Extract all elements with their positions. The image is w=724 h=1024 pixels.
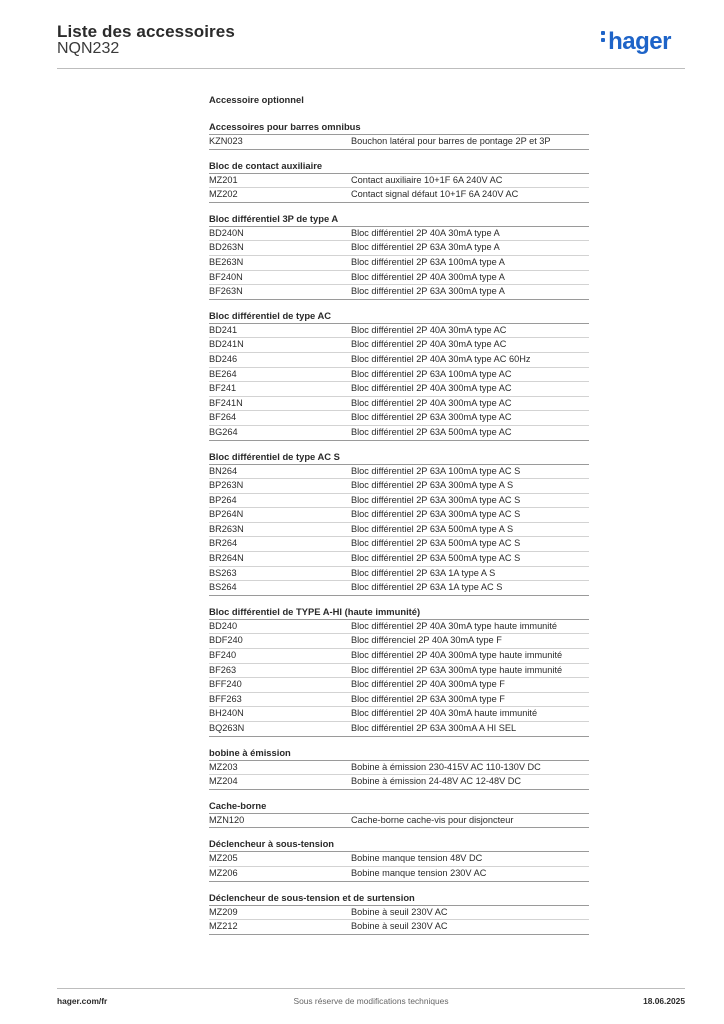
- product-description: Bobine à seuil 230V AC: [351, 921, 448, 932]
- table-row: [209, 411, 589, 426]
- table-row: [209, 368, 589, 383]
- table-row: [209, 722, 589, 737]
- footer-website-link[interactable]: hager.com/fr: [57, 996, 108, 1006]
- table-row: [209, 382, 589, 397]
- accessory-section: [209, 892, 589, 935]
- page-footer: [57, 996, 685, 1010]
- product-description: Bloc différentiel 2P 63A 300mA type AC S: [351, 494, 521, 505]
- section-title: Bloc différentiel de type AC: [209, 310, 589, 324]
- product-reference: BS263: [209, 567, 237, 578]
- accessory-section: [209, 838, 589, 881]
- product-description: Bloc différentiel 2P 40A 300mA type AC: [351, 383, 512, 394]
- product-reference: BD263N: [209, 242, 244, 253]
- table-row: [209, 761, 589, 776]
- table-row: [209, 397, 589, 412]
- table-row: [209, 814, 589, 829]
- table-row: [209, 353, 589, 368]
- product-reference: BS264: [209, 582, 237, 593]
- product-description: Bloc différenciel 2P 40A 30mA type F: [351, 635, 502, 646]
- product-description: Bloc différentiel 2P 63A 300mA type AC S: [351, 509, 521, 520]
- product-reference: KZN023: [209, 136, 243, 146]
- product-description: Bobine à seuil 230V AC: [351, 906, 448, 917]
- page-header: [57, 20, 685, 70]
- table-row: [209, 664, 589, 679]
- product-description: Bloc différentiel 2P 63A 300mA type F: [351, 693, 505, 704]
- product-reference: BD240N: [209, 227, 244, 238]
- table-row: [209, 135, 589, 150]
- product-description: Bobine manque tension 230V AC: [351, 867, 487, 878]
- product-description: Bloc différentiel 2P 63A 300mA type AC: [351, 412, 512, 423]
- product-reference: BR264N: [209, 553, 244, 564]
- table-row: [209, 494, 589, 509]
- product-description: Bloc différentiel 2P 63A 100mA type AC S: [351, 465, 521, 476]
- product-description: Bouchon latéral pour barres de pontage 2P et 3P: [351, 136, 551, 146]
- product-reference: BE264: [209, 368, 237, 379]
- product-reference: MZ204: [209, 776, 238, 787]
- accessory-section: [209, 606, 589, 737]
- product-reference: MZ203: [209, 761, 238, 772]
- table-row: [209, 537, 589, 552]
- product-reference: BD240: [209, 620, 238, 631]
- table-row: [209, 620, 589, 635]
- table-row: [209, 707, 589, 722]
- footer-divider: [57, 988, 685, 989]
- product-description: Bloc différentiel 2P 63A 500mA type A S: [351, 523, 514, 534]
- footer-notice: Sous réserve de modifications techniques: [293, 996, 449, 1006]
- table-row: [209, 256, 589, 271]
- product-reference: MZ212: [209, 921, 238, 932]
- table-row: [209, 649, 589, 664]
- table-row: [209, 867, 589, 882]
- product-reference: MZ202: [209, 189, 238, 200]
- product-reference: MZ201: [209, 174, 238, 185]
- product-reference: BF241N: [209, 397, 243, 408]
- main-title: Accessoire optionnel: [209, 94, 304, 105]
- table-row: [209, 678, 589, 693]
- product-reference: MZ206: [209, 867, 238, 878]
- product-reference: BR263N: [209, 523, 244, 534]
- section-title: Bloc différentiel de TYPE A-HI (haute immunité): [209, 606, 589, 620]
- table-row: [209, 188, 589, 203]
- accessory-section: [209, 213, 589, 300]
- table-row: [209, 465, 589, 480]
- table-row: [209, 581, 589, 596]
- table-row: [209, 920, 589, 935]
- product-description: Bloc différentiel 2P 63A 30mA type A: [351, 242, 500, 253]
- product-description: Bloc différentiel 2P 40A 30mA type haute immunité: [351, 620, 557, 631]
- table-row: [209, 906, 589, 921]
- product-description: Bloc différentiel 2P 63A 300mA A HI SEL: [351, 723, 517, 733]
- section-title: Bloc de contact auxiliaire: [209, 160, 589, 174]
- product-reference: BP264: [209, 494, 237, 505]
- hager-logo[interactable]: [601, 28, 671, 56]
- table-row: [209, 227, 589, 242]
- product-reference: BE263N: [209, 256, 244, 267]
- product-reference: MZ205: [209, 853, 238, 864]
- product-reference: BG264: [209, 426, 238, 437]
- section-title: Bloc différentiel de type AC S: [209, 451, 589, 465]
- logo-dots-icon: [601, 31, 606, 45]
- product-reference: BFF263: [209, 693, 242, 704]
- table-row: [209, 241, 589, 256]
- product-reference: BF264: [209, 412, 237, 423]
- section-title: Déclencheur à sous-tension: [209, 838, 589, 852]
- product-description: Bloc différentiel 2P 63A 300mA type A S: [351, 480, 514, 491]
- product-description: Bloc différentiel 2P 63A 300mA type A: [351, 286, 505, 297]
- product-description: Contact signal défaut 10+1F 6A 240V AC: [351, 189, 519, 200]
- product-description: Bloc différentiel 2P 40A 300mA type F: [351, 679, 505, 690]
- accessory-section: [209, 800, 589, 829]
- product-reference: BD241: [209, 324, 238, 335]
- product-description: Bloc différentiel 2P 40A 30mA type AC: [351, 339, 507, 350]
- table-row: [209, 508, 589, 523]
- product-reference: BF241: [209, 383, 237, 394]
- header-divider: [57, 68, 685, 69]
- product-description: Bloc différentiel 2P 40A 300mA type haute immunité: [351, 650, 563, 661]
- product-description: Bobine manque tension 48V DC: [351, 853, 483, 864]
- accessory-section: [209, 310, 589, 441]
- product-reference: BFF240: [209, 679, 242, 690]
- product-description: Bloc différentiel 2P 63A 100mA type A: [351, 256, 505, 267]
- table-row: [209, 693, 589, 708]
- product-description: Bloc différentiel 2P 40A 30mA type AC: [351, 324, 507, 335]
- product-reference: BF240: [209, 650, 237, 661]
- product-reference: MZN120: [209, 814, 245, 825]
- product-reference: BR264: [209, 538, 238, 549]
- product-description: Bloc différentiel 2P 63A 500mA type AC S: [351, 538, 521, 549]
- document-subtitle: NQN232: [57, 40, 120, 57]
- product-reference: BN264: [209, 465, 238, 476]
- product-reference: BP264N: [209, 509, 244, 520]
- product-description: Bloc différentiel 2P 40A 30mA haute immunité: [351, 708, 538, 719]
- accessory-section: [209, 747, 589, 790]
- product-reference: BH240N: [209, 708, 244, 719]
- section-title: bobine à émission: [209, 747, 589, 761]
- product-description: Bloc différentiel 2P 63A 1A type AC S: [351, 582, 503, 593]
- document-title: Liste des accessoires: [57, 22, 235, 41]
- table-row: [209, 285, 589, 300]
- product-description: Bloc différentiel 2P 63A 1A type A S: [351, 567, 496, 578]
- table-row: [209, 479, 589, 494]
- product-description: Cache-borne cache-vis pour disjoncteur: [351, 814, 514, 825]
- section-title: Accessoires pour barres omnibus: [209, 121, 589, 135]
- table-row: [209, 567, 589, 582]
- section-title: Bloc différentiel 3P de type A: [209, 213, 589, 227]
- product-reference: BF263N: [209, 286, 243, 297]
- table-row: [209, 634, 589, 649]
- product-reference: BD241N: [209, 339, 244, 350]
- product-description: Contact auxiliaire 10+1F 6A 240V AC: [351, 174, 503, 185]
- footer-date: 18.06.2025: [643, 996, 685, 1006]
- product-reference: BF263: [209, 664, 237, 675]
- product-description: Bloc différentiel 2P 40A 30mA type AC 60Hz: [351, 353, 531, 364]
- product-description: Bloc différentiel 2P 40A 30mA type A: [351, 227, 500, 238]
- product-description: Bobine à émission 24-48V AC 12-48V DC: [351, 776, 522, 787]
- table-row: [209, 426, 589, 441]
- product-reference: BD246: [209, 353, 238, 364]
- table-row: [209, 338, 589, 353]
- accessories-list: [209, 94, 589, 945]
- product-reference: BDF240: [209, 635, 243, 646]
- product-description: Bloc différentiel 2P 63A 500mA type AC S: [351, 553, 521, 564]
- product-description: Bloc différentiel 2P 63A 500mA type AC: [351, 426, 512, 437]
- product-reference: BQ263N: [209, 723, 245, 733]
- section-title: Cache-borne: [209, 800, 589, 814]
- product-description: Bloc différentiel 2P 63A 100mA type AC: [351, 368, 512, 379]
- table-row: [209, 324, 589, 339]
- table-row: [209, 852, 589, 867]
- section-title: Déclencheur de sous-tension et de surtension: [209, 892, 589, 906]
- product-reference: BP263N: [209, 480, 244, 491]
- product-description: Bloc différentiel 2P 63A 300mA type haute immunité: [351, 664, 563, 675]
- accessory-section: [209, 121, 589, 150]
- product-description: Bloc différentiel 2P 40A 300mA type AC: [351, 397, 512, 408]
- table-row: [209, 174, 589, 189]
- product-description: Bobine à émission 230-415V AC 110-130V DC: [351, 761, 541, 772]
- logo-text: hager: [608, 28, 671, 55]
- accessory-section: [209, 160, 589, 203]
- table-row: [209, 552, 589, 567]
- product-description: Bloc différentiel 2P 40A 300mA type A: [351, 271, 505, 282]
- table-row: [209, 523, 589, 538]
- table-row: [209, 271, 589, 286]
- accessory-section: [209, 451, 589, 596]
- table-row: [209, 775, 589, 790]
- product-reference: MZ209: [209, 906, 238, 917]
- product-reference: BF240N: [209, 271, 243, 282]
- sections-container: [209, 121, 589, 935]
